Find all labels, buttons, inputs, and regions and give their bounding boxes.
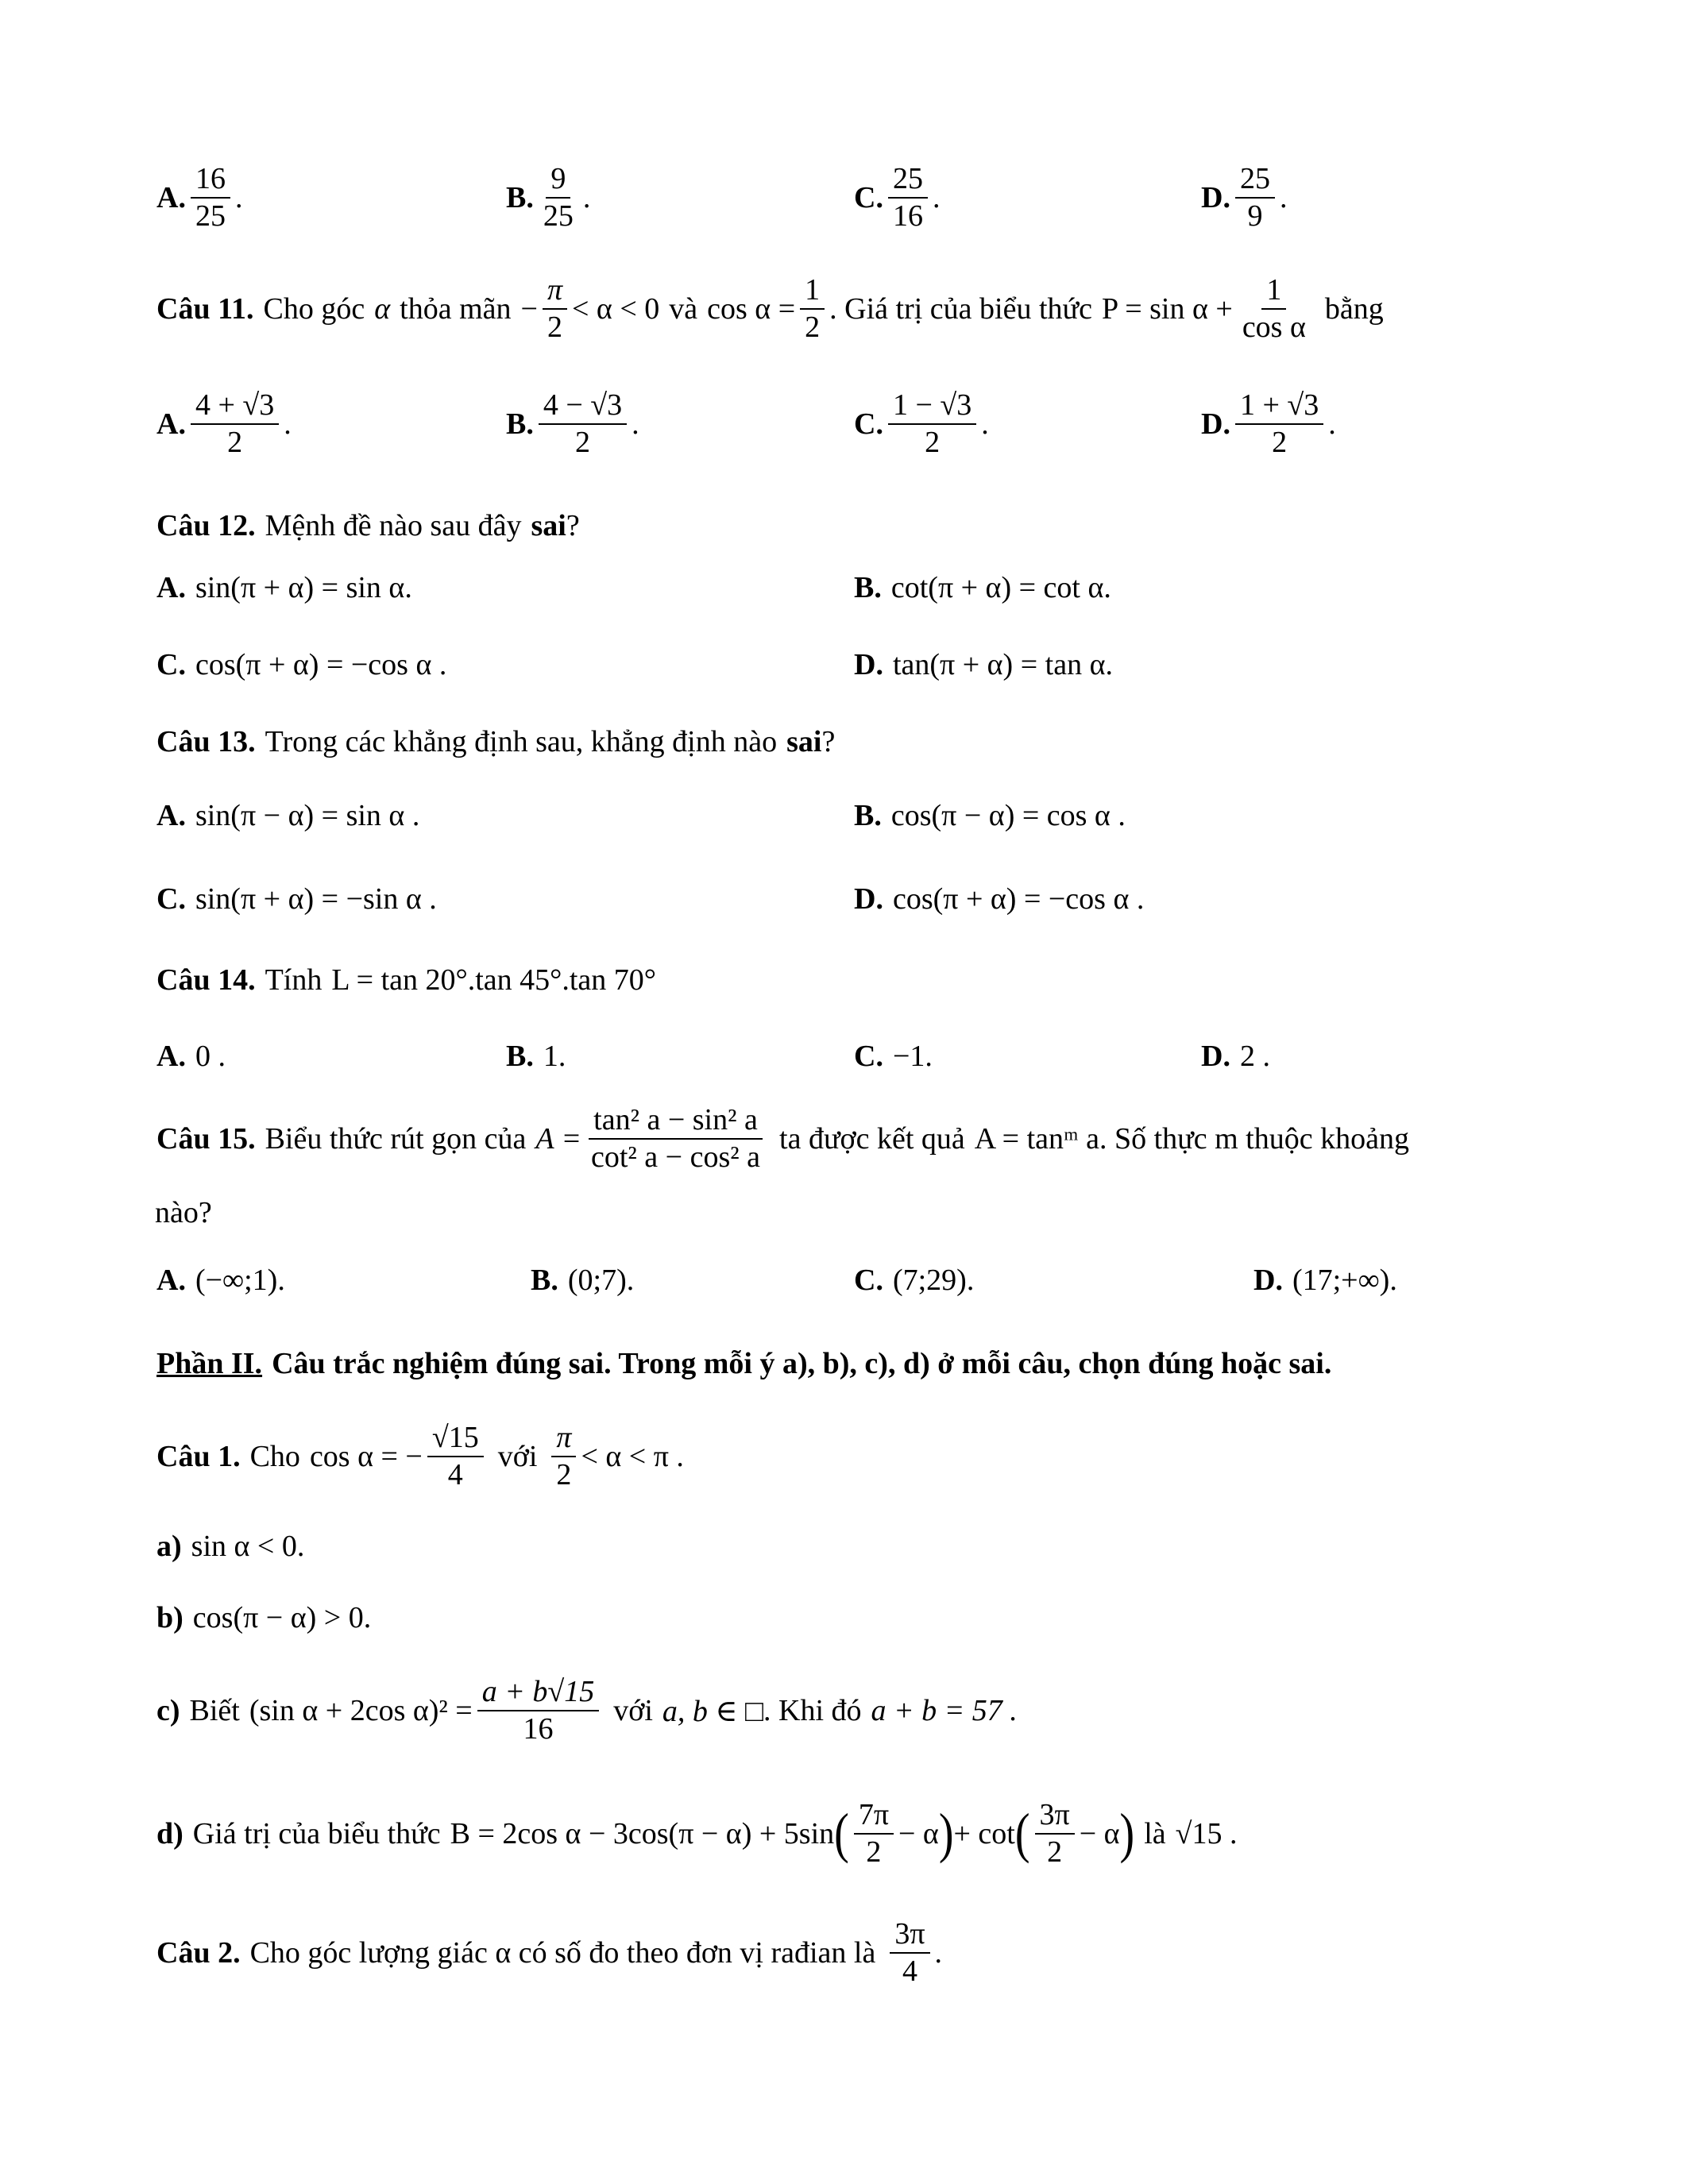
option-end: . (981, 407, 989, 442)
p2q1-statement-d (156, 1799, 1238, 1869)
option-label: A. (156, 799, 186, 832)
statement-label: c) (156, 1694, 180, 1728)
question-number: Câu 1. (156, 1440, 241, 1474)
option-label: C. (854, 1040, 883, 1073)
q12-option-a (156, 570, 412, 605)
fraction-pi-over-2 (551, 1422, 576, 1491)
fraction-3pi-over-2 (1035, 1799, 1075, 1869)
q10-option-c (854, 163, 940, 233)
cot-term: + cot (953, 1817, 1015, 1851)
q13-option-b (854, 798, 1126, 833)
q12-option-c (156, 647, 446, 682)
q13-option-a (156, 798, 419, 833)
option-text: 2 . (1239, 1040, 1270, 1073)
text: với (497, 1440, 538, 1474)
option-label: A. (156, 1040, 186, 1073)
denominator: 4 (902, 1954, 917, 1989)
denominator: 2 (925, 426, 941, 460)
text: Trong các khẳng định sau, khẳng định nào (265, 725, 778, 758)
numerator: 25 (1235, 163, 1275, 199)
denominator: 2 (1047, 1835, 1063, 1870)
q15-option-d (1253, 1263, 1397, 1298)
right-paren: ) (1119, 1803, 1135, 1865)
option-text: cos(π + α) = −cos α . (892, 882, 1145, 916)
left-paren: ( (834, 1803, 849, 1865)
fraction-pi-over-2 (543, 274, 567, 344)
option-end: . (284, 407, 292, 442)
numerator: 1 (800, 274, 825, 310)
cos-expression: cos α = − (309, 1440, 423, 1474)
option-label: C. (854, 181, 883, 215)
denominator: 2 (1272, 426, 1288, 460)
fraction (888, 163, 928, 233)
denominator: cot² a − cos² a (590, 1140, 761, 1175)
numerator: a + b√15 (477, 1676, 600, 1711)
option-label: D. (1201, 407, 1230, 442)
text: . Số thực m thuộc khoảng (1099, 1122, 1409, 1156)
option-end: . (1328, 407, 1336, 442)
fraction-sqrt15-over-4 (427, 1422, 484, 1491)
expression: L = tan 20°.tan 45°.tan 70° (331, 963, 656, 997)
denominator: 16 (523, 1712, 554, 1746)
section-instruction: Câu trắc nghiệm đúng sai. Trong mỗi ý a), b), c), d) ở mỗi câu, chọn đúng hoặc sai. (272, 1347, 1332, 1380)
q11-option-b (506, 389, 639, 459)
text: nào? (155, 1196, 212, 1229)
q10-option-d (1201, 163, 1287, 233)
option-text: cot(π + α) = cot α. (890, 571, 1111, 604)
option-text: (17;+∞). (1292, 1264, 1397, 1297)
text: Giá trị của biểu thức (192, 1817, 441, 1851)
fraction (191, 163, 230, 233)
numerator: π (551, 1422, 576, 1457)
numerator: 4 + √3 (191, 389, 279, 425)
fraction (477, 1676, 600, 1746)
q15-question-cont (156, 1195, 212, 1230)
q11-option-c (854, 389, 989, 459)
alpha-symbol: α (374, 292, 391, 326)
denominator: 25 (543, 199, 574, 233)
numerator: 1 − √3 (888, 389, 976, 425)
numerator: 9 (546, 163, 570, 199)
denominator: 2 (556, 1458, 572, 1492)
text: Biết (189, 1694, 240, 1728)
numerator: 3π (1035, 1799, 1075, 1835)
denominator: 4 (447, 1458, 463, 1492)
denominator: 2 (805, 311, 821, 345)
denominator: 16 (892, 199, 923, 233)
q10-option-a (156, 163, 242, 233)
option-text: (−∞;1). (195, 1264, 285, 1297)
q14-option-c (854, 1039, 933, 1074)
text: . (934, 1936, 943, 1970)
text: và (669, 292, 698, 326)
text: thỏa mãn (400, 292, 512, 326)
q13-option-c (156, 882, 437, 916)
p2q2-question (156, 1918, 942, 1988)
expression: B = 2cos α − 3cos(π − α) + 5sin (450, 1817, 835, 1851)
text: Cho (249, 1440, 300, 1474)
option-label: D. (1201, 181, 1230, 215)
expression: (sin α + 2cos α)² = (249, 1694, 473, 1728)
minus-alpha: − α (898, 1817, 939, 1851)
text: . Giá trị của biểu thức (829, 292, 1092, 326)
option-text: cos(π + α) = −cos α . (195, 648, 447, 681)
q15-option-a (156, 1263, 285, 1298)
numerator: tan² a − sin² a (589, 1104, 763, 1140)
q14-option-d (1201, 1039, 1270, 1074)
option-text: 0 . (195, 1040, 226, 1073)
fraction-a (586, 1104, 765, 1174)
section-title: Phần II. (156, 1347, 263, 1380)
p2q1-statement-b (156, 1600, 371, 1635)
option-label: C. (156, 882, 186, 916)
p2q1-statement-c (156, 1676, 1018, 1746)
fraction-one-over-cos (1238, 274, 1311, 344)
text: Cho góc lượng giác α có số đo theo đơn vị rađian là (249, 1936, 876, 1970)
denominator: 25 (195, 199, 226, 233)
p2q1-question (156, 1422, 684, 1491)
option-text: 1. (543, 1040, 566, 1073)
option-text: sin(π + α) = −sin α . (195, 882, 437, 916)
text: Tính (265, 963, 323, 997)
option-text: sin(π + α) = sin α. (195, 571, 412, 604)
q11-question (156, 274, 1384, 344)
option-label: A. (156, 181, 186, 215)
right-paren: ) (938, 1803, 954, 1865)
statement-text: cos(π − α) > 0. (192, 1601, 372, 1634)
a-equals: A = (535, 1122, 581, 1156)
question-number: Câu 14. (156, 963, 256, 997)
fraction (1235, 389, 1323, 459)
denominator: 2 (575, 426, 590, 460)
fraction (888, 389, 976, 459)
option-text: tan(π + α) = tan α. (892, 648, 1113, 681)
option-label: B. (506, 181, 534, 215)
minus-alpha: − α (1079, 1817, 1120, 1851)
option-text: (0;7). (567, 1264, 635, 1297)
text: Cho góc (263, 292, 365, 326)
question-number: Câu 2. (156, 1936, 241, 1970)
value: √15 . (1175, 1817, 1238, 1851)
denominator: 9 (1247, 199, 1263, 233)
option-label: B. (854, 571, 882, 604)
option-label: D. (854, 882, 883, 916)
option-label: C. (156, 648, 186, 681)
cos-expression: cos α = (707, 292, 796, 326)
condition-text: < α < 0 (572, 292, 660, 326)
q12-option-d (854, 647, 1113, 682)
numerator: 25 (888, 163, 928, 199)
statement-label: b) (156, 1601, 183, 1634)
statement-label: d) (156, 1817, 183, 1851)
fraction-half (800, 274, 825, 344)
q12-option-b (854, 570, 1111, 605)
q10-option-b (506, 163, 590, 233)
question-number: Câu 12. (156, 509, 256, 542)
question-number: Câu 13. (156, 725, 256, 758)
numerator: 3π (890, 1918, 929, 1954)
minus-sign: − (520, 292, 538, 326)
option-label: B. (506, 1040, 534, 1073)
text: Biểu thức rút gọn của (265, 1122, 527, 1156)
p-expression: P = sin α + (1101, 292, 1233, 326)
option-label: D. (1201, 1040, 1230, 1073)
numerator: √15 (427, 1422, 484, 1457)
option-text: cos(π − α) = cos α . (890, 799, 1126, 832)
option-text: sin(π − α) = sin α . (195, 799, 420, 832)
denominator: cos α (1242, 311, 1306, 345)
text: . Khi đó (763, 1694, 862, 1728)
numerator: π (543, 274, 567, 310)
text: với (613, 1694, 653, 1728)
option-end: . (234, 181, 243, 215)
option-text: (7;29). (892, 1264, 975, 1297)
text: ? (566, 509, 580, 542)
option-end: . (1279, 181, 1288, 215)
question-number: Câu 11. (156, 292, 254, 326)
option-label: C. (854, 1264, 883, 1297)
range-text: < α < π . (581, 1440, 684, 1474)
option-label: A. (156, 407, 186, 442)
p2q1-statement-a (156, 1529, 304, 1564)
emphasis: sai (531, 509, 566, 542)
fraction-7pi-over-2 (854, 1799, 894, 1869)
q11-option-d (1201, 389, 1336, 459)
q14-question (156, 963, 656, 997)
q13-question (156, 724, 835, 759)
numerator: 7π (854, 1799, 894, 1835)
option-label: A. (156, 571, 186, 604)
q15-option-c (854, 1263, 974, 1298)
option-label: B. (506, 407, 534, 442)
text: bằng (1324, 292, 1384, 326)
set-expression: a, b ∈ □ (662, 1694, 763, 1728)
option-end: . (582, 181, 591, 215)
q14-option-b (506, 1039, 566, 1074)
part2-heading (156, 1346, 1331, 1381)
option-label: A. (156, 1264, 186, 1297)
fraction (539, 389, 627, 459)
numerator: 4 − √3 (539, 389, 627, 425)
numerator: 1 + √3 (1235, 389, 1323, 425)
q15-option-b (531, 1263, 634, 1298)
text: ? (821, 725, 836, 758)
fraction-3pi-over-4 (890, 1918, 929, 1988)
option-label: C. (854, 407, 883, 442)
fraction (539, 163, 578, 233)
q14-option-a (156, 1039, 226, 1074)
denominator: 2 (866, 1835, 882, 1870)
left-paren: ( (1014, 1803, 1030, 1865)
fraction (1235, 163, 1275, 233)
question-number: Câu 15. (156, 1122, 256, 1156)
option-end: . (932, 181, 941, 215)
option-label: D. (854, 648, 883, 681)
option-label: B. (854, 799, 882, 832)
denominator: 2 (227, 426, 243, 460)
option-text: −1. (892, 1040, 933, 1073)
statement-text: sin α < 0. (191, 1530, 305, 1563)
numerator: 16 (191, 163, 230, 199)
option-label: D. (1253, 1264, 1283, 1297)
text: ta được kết quả (779, 1122, 965, 1156)
q15-question (156, 1104, 1409, 1174)
result-expression: A = tanᵐ a (974, 1122, 1099, 1156)
option-end: . (632, 407, 639, 442)
q13-option-d (854, 882, 1144, 916)
numerator: 1 (1261, 274, 1286, 310)
statement-label: a) (156, 1530, 182, 1563)
q12-question (156, 508, 580, 543)
denominator: 2 (547, 311, 562, 345)
q11-option-a (156, 389, 292, 459)
sum-expression: a + b = 57 . (871, 1694, 1018, 1728)
emphasis: sai (786, 725, 822, 758)
text: Mệnh đề nào sau đây (265, 509, 522, 542)
option-label: B. (531, 1264, 558, 1297)
text: là (1144, 1817, 1166, 1851)
fraction (191, 389, 279, 459)
